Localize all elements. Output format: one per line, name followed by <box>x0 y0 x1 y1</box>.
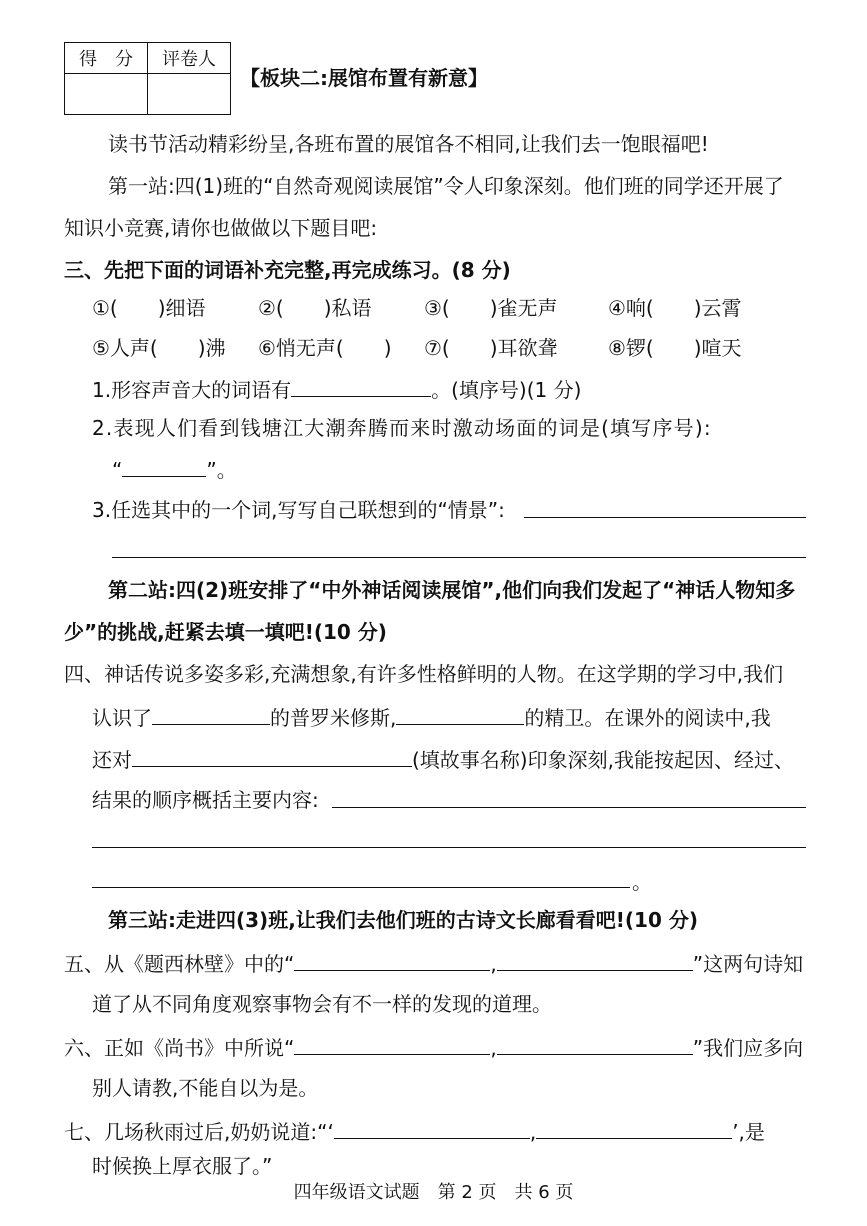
q3-sub3-blank-2[interactable] <box>112 557 806 558</box>
q3-sub1-text: 1.形容声音大的词语有 <box>92 378 292 402</box>
q4-blank-2[interactable] <box>396 702 524 725</box>
q7-line1 <box>64 1116 765 1146</box>
q6-line1 <box>64 1032 803 1062</box>
q6-text-a: 六、正如《尚书》中所说“ <box>64 1036 295 1060</box>
q3-sub2-blank[interactable] <box>122 454 206 477</box>
q4-line3 <box>92 744 794 774</box>
q3-title: 三、先把下面的词语补充完整,再完成练习。(8 分) <box>64 258 511 282</box>
q4-summary-blank-3[interactable] <box>92 887 630 888</box>
open-quote: “ <box>112 458 123 482</box>
q4-line4: 结果的顺序概括主要内容: <box>92 788 319 812</box>
q4-blank-1[interactable] <box>152 702 270 725</box>
q3-sub1-blank[interactable] <box>291 374 431 397</box>
intro-text: 读书节活动精彩纷呈,各班布置的展馆各不相同,让我们去一饱眼福吧! <box>108 132 709 156</box>
q4-line2-text-c: 的精卫。在课外的阅读中,我 <box>524 706 771 730</box>
q3-word-5: ⑤人声( )沸 <box>92 336 226 360</box>
q4-line1: 四、神话传说多姿多彩,充满想象,有许多性格鲜明的人物。在这学期的学习中,我们 <box>64 662 784 686</box>
q4-line3-text-b: (填故事名称)印象深刻,我能按起因、经过、 <box>412 748 794 772</box>
q3-sub3: 3.任选其中的一个词,写写自己联想到的“情景”: <box>92 498 505 522</box>
q4-line2-text-b: 的普罗米修斯, <box>270 706 397 730</box>
q3-sub3-blank-1[interactable] <box>524 517 806 518</box>
grader-cell[interactable] <box>148 74 231 115</box>
q7-text-a: 七、几场秋雨过后,奶奶说道:“‘ <box>64 1120 334 1144</box>
q6-blank-2[interactable] <box>497 1032 693 1055</box>
q3-sub2-answer <box>112 454 237 484</box>
q4-line3-text-a: 还对 <box>92 748 132 772</box>
q5-line2: 道了从不同角度观察事物会有不一样的发现的道理。 <box>92 992 552 1016</box>
q4-line2 <box>92 702 771 732</box>
q4-summary-blank-1[interactable] <box>332 807 806 808</box>
q5-text-a: 五、从《题西林壁》中的“ <box>64 952 295 976</box>
q7-text-b: ’,是 <box>732 1120 765 1144</box>
station1-line1: 第一站:四(1)班的“自然奇观阅读展馆”令人印象深刻。他们班的同学还开展了 <box>108 174 784 198</box>
q3-word-6: ⑥悄无声( ) <box>258 336 392 360</box>
q5-blank-2[interactable] <box>497 948 693 971</box>
q3-word-4: ④响( )云霄 <box>608 296 742 320</box>
q6-blank-1[interactable] <box>294 1032 490 1055</box>
q3-word-1: ①( )细语 <box>92 296 206 320</box>
q3-sub1 <box>92 374 581 404</box>
q3-word-3: ③( )雀无声 <box>424 296 558 320</box>
station1-line2: 知识小竞赛,请你也做做以下题目吧: <box>64 216 378 240</box>
score-label: 得 分 <box>65 43 148 74</box>
q4-summary-blank-2[interactable] <box>92 847 806 848</box>
q7-blank-1[interactable] <box>334 1116 530 1139</box>
q5-comma: , <box>490 952 497 976</box>
q3-sub1-suffix: 。(填序号)(1 分) <box>431 378 582 402</box>
score-box <box>64 42 231 115</box>
station2-line1: 第二站:四(2)班安排了“中外神话阅读展馆”,他们向我们发起了“神话人物知多 <box>108 578 796 602</box>
q4-line2-text-a: 认识了 <box>92 706 152 730</box>
score-cell[interactable] <box>65 74 148 115</box>
station2-line2: 少”的挑战,赶紧去填一填吧!(10 分) <box>64 620 387 644</box>
q6-line2: 别人请教,不能自以为是。 <box>92 1076 319 1100</box>
station3: 第三站:走进四(3)班,让我们去他们班的古诗文长廊看看吧!(10 分) <box>108 908 698 932</box>
q6-text-b: ”我们应多向 <box>692 1036 804 1060</box>
q4-story-blank[interactable] <box>132 744 412 767</box>
section-title: 【板块二:展馆布置有新意】 <box>240 66 488 90</box>
q5-text-b: ”这两句诗知 <box>692 952 804 976</box>
q7-line2: 时候换上厚衣服了。” <box>92 1154 273 1178</box>
close-quote: ”。 <box>206 458 237 482</box>
page-footer: 四年级语文试题 第 2 页 共 6 页 <box>293 1182 574 1203</box>
q6-comma: , <box>490 1036 497 1060</box>
q5-line1 <box>64 948 803 978</box>
q5-blank-1[interactable] <box>294 948 490 971</box>
q3-word-7: ⑦( )耳欲聋 <box>424 336 558 360</box>
q3-word-8: ⑧锣( )喧天 <box>608 336 742 360</box>
q3-word-2: ②( )私语 <box>258 296 372 320</box>
q7-blank-2[interactable] <box>536 1116 732 1139</box>
q4-end: 。 <box>632 870 652 894</box>
q3-sub2: 2.表现人们看到钱塘江大潮奔腾而来时激动场面的词是(填写序号): <box>92 416 712 440</box>
q7-comma: , <box>529 1120 537 1144</box>
grader-label: 评卷人 <box>148 43 231 74</box>
